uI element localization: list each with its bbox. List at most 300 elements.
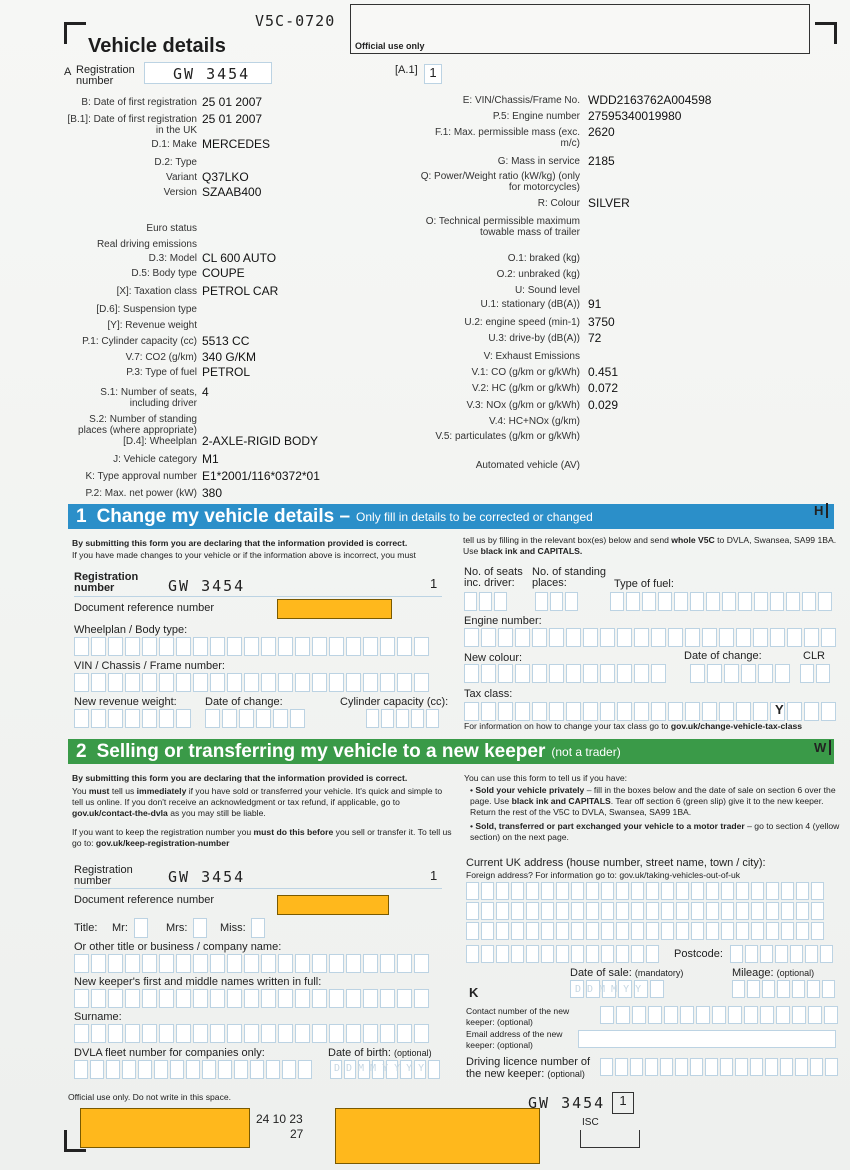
input-box[interactable] [346,989,361,1008]
input-box[interactable] [668,628,683,647]
input-box[interactable] [556,922,569,940]
input-box[interactable] [414,637,429,656]
input-box[interactable] [496,902,509,920]
input-box[interactable] [705,1058,718,1076]
input-box[interactable] [193,673,208,692]
input-box[interactable] [556,902,569,920]
input-box[interactable] [312,989,327,1008]
input-box[interactable] [479,592,492,611]
input-box[interactable] [751,882,764,900]
input-box[interactable] [108,709,123,728]
input-box[interactable] [658,592,672,611]
input-box[interactable] [205,709,220,728]
input-box[interactable] [244,1024,259,1043]
input-box[interactable] [227,673,242,692]
input-box[interactable] [770,592,784,611]
input-box[interactable] [154,1060,168,1079]
input-box[interactable] [600,628,615,647]
input-box[interactable] [821,702,836,721]
input-box[interactable] [668,702,683,721]
input-box[interactable] [600,664,615,683]
input-box[interactable] [650,980,664,998]
input-box[interactable] [193,989,208,1008]
input-box[interactable] [601,945,614,963]
input-box[interactable] [736,702,751,721]
input-box[interactable] [464,664,479,683]
input-box[interactable] [744,1006,758,1024]
input-box[interactable] [565,592,578,611]
input-box[interactable] [346,673,361,692]
input-box[interactable] [796,882,809,900]
input-box[interactable] [690,1058,703,1076]
input-box[interactable] [193,954,208,973]
input-box[interactable] [532,664,547,683]
input-box[interactable] [758,664,773,683]
input-box[interactable] [74,1024,89,1043]
input-box[interactable] [464,592,477,611]
mrs-checkbox[interactable] [193,918,207,938]
input-box[interactable] [227,989,242,1008]
address-row[interactable] [466,882,824,900]
input-box[interactable] [601,902,614,920]
input-box[interactable] [125,673,140,692]
input-box[interactable] [792,980,805,998]
input-box[interactable] [610,592,624,611]
input-box[interactable] [549,628,564,647]
input-box[interactable] [766,882,779,900]
input-box[interactable] [583,702,598,721]
input-box[interactable] [706,922,719,940]
input-box[interactable] [660,1058,673,1076]
first-names-boxes[interactable] [74,989,429,1008]
input-box[interactable] [781,882,794,900]
input-box[interactable] [380,989,395,1008]
input-box[interactable] [824,1006,838,1024]
input-box[interactable] [586,882,599,900]
input-box[interactable] [675,1058,688,1076]
input-box[interactable] [90,1060,104,1079]
input-box[interactable] [273,709,288,728]
input-box[interactable] [159,637,174,656]
input-box[interactable] [218,1060,232,1079]
input-box[interactable] [515,664,530,683]
input-box[interactable] [766,922,779,940]
input-box[interactable] [586,902,599,920]
input-box[interactable] [820,945,833,963]
input-box[interactable] [159,954,174,973]
input-box[interactable] [634,664,649,683]
input-box[interactable] [380,1024,395,1043]
input-box[interactable] [753,628,768,647]
input-box[interactable] [122,1060,136,1079]
input-box[interactable] [295,637,310,656]
input-box[interactable] [278,989,293,1008]
input-box[interactable] [193,1024,208,1043]
input-box[interactable] [721,902,734,920]
input-box[interactable] [549,702,564,721]
input-box[interactable] [466,882,479,900]
input-box[interactable] [722,592,736,611]
input-box[interactable] [515,702,530,721]
input-box[interactable] [651,702,666,721]
input-box[interactable] [786,592,800,611]
input-box[interactable] [747,980,760,998]
input-box[interactable] [511,945,524,963]
input-box[interactable] [329,673,344,692]
input-box[interactable] [329,989,344,1008]
input-box[interactable] [556,882,569,900]
input-box[interactable] [397,673,412,692]
revenue-weight-boxes[interactable] [74,709,191,728]
input-box[interactable] [532,628,547,647]
input-box[interactable] [541,902,554,920]
input-box[interactable] [414,1024,429,1043]
input-box[interactable] [795,1058,808,1076]
standing-boxes[interactable] [535,592,578,611]
input-box[interactable] [329,1024,344,1043]
vin-boxes[interactable] [74,673,429,692]
input-box[interactable] [414,989,429,1008]
input-box[interactable] [176,989,191,1008]
input-box[interactable] [138,1060,152,1079]
input-box[interactable] [108,637,123,656]
input-box[interactable] [796,922,809,940]
colour-boxes[interactable] [464,664,666,683]
input-box[interactable] [295,673,310,692]
postcode-boxes[interactable] [730,945,833,963]
input-box[interactable] [380,954,395,973]
input-box[interactable] [571,922,584,940]
input-box[interactable] [261,637,276,656]
input-box[interactable] [91,954,106,973]
input-box[interactable] [571,882,584,900]
input-box[interactable] [481,922,494,940]
input-box[interactable] [616,1006,630,1024]
input-box[interactable] [278,673,293,692]
input-box[interactable] [466,945,479,963]
input-box[interactable] [142,989,157,1008]
input-box[interactable] [266,1060,280,1079]
input-box[interactable] [363,1024,378,1043]
input-box[interactable] [541,945,554,963]
input-box[interactable] [646,945,659,963]
input-box[interactable] [736,902,749,920]
contact-boxes[interactable] [600,1006,838,1024]
input-box[interactable] [800,664,814,683]
input-box[interactable] [397,637,412,656]
input-box[interactable] [125,954,140,973]
input-box[interactable] [571,945,584,963]
input-box[interactable] [720,1058,733,1076]
input-box[interactable] [125,1024,140,1043]
input-box[interactable] [816,664,830,683]
input-box[interactable] [312,673,327,692]
input-box[interactable] [721,922,734,940]
input-box[interactable] [244,673,259,692]
input-box[interactable] [642,592,656,611]
input-box[interactable] [810,1058,823,1076]
input-box[interactable] [754,592,768,611]
input-box[interactable] [616,945,629,963]
input-box[interactable] [811,882,824,900]
input-box[interactable] [170,1060,184,1079]
input-box[interactable] [751,902,764,920]
input-box[interactable] [526,945,539,963]
input-box[interactable] [295,954,310,973]
input-box[interactable] [751,922,764,940]
input-box[interactable] [802,592,816,611]
input-box[interactable] [481,902,494,920]
cylinder-boxes[interactable] [366,709,439,728]
input-box[interactable] [498,702,513,721]
input-box[interactable] [498,628,513,647]
input-box[interactable] [312,1024,327,1043]
input-box[interactable] [397,954,412,973]
input-box[interactable] [818,592,832,611]
input-box[interactable] [515,628,530,647]
input-box[interactable] [707,664,722,683]
input-box[interactable] [411,709,424,728]
input-box[interactable] [108,989,123,1008]
input-box[interactable] [496,922,509,940]
input-box[interactable] [227,954,242,973]
input-box[interactable] [634,628,649,647]
input-box[interactable] [125,709,140,728]
input-box[interactable] [586,945,599,963]
input-box[interactable] [329,954,344,973]
input-box[interactable] [630,1058,643,1076]
input-box[interactable] [615,1058,628,1076]
input-box[interactable] [74,673,89,692]
input-box[interactable] [186,1060,200,1079]
input-box[interactable] [250,1060,264,1079]
input-box[interactable] [550,592,563,611]
input-box[interactable] [74,637,89,656]
input-box[interactable] [142,1024,157,1043]
input-box[interactable] [777,980,790,998]
input-box[interactable] [261,673,276,692]
input-box[interactable] [741,664,756,683]
input-box[interactable] [526,922,539,940]
input-box[interactable] [108,1024,123,1043]
input-box[interactable] [381,709,394,728]
input-box[interactable] [617,664,632,683]
input-box[interactable] [261,989,276,1008]
input-box[interactable] [106,1060,120,1079]
input-box[interactable] [210,673,225,692]
input-box[interactable] [159,1024,174,1043]
input-box[interactable] [706,592,720,611]
input-box[interactable] [804,628,819,647]
input-box[interactable] [91,709,106,728]
input-box[interactable] [690,592,704,611]
input-box[interactable] [278,954,293,973]
input-box[interactable] [159,673,174,692]
input-box[interactable] [159,989,174,1008]
input-box[interactable] [651,628,666,647]
input-box[interactable] [735,1058,748,1076]
input-box[interactable] [91,989,106,1008]
input-box[interactable] [176,709,191,728]
input-box[interactable] [762,980,775,998]
date-change-boxes[interactable] [205,709,305,728]
input-box[interactable] [685,702,700,721]
input-box[interactable] [732,980,745,998]
seats-boxes[interactable] [464,592,507,611]
input-box[interactable] [780,1058,793,1076]
mileage-boxes[interactable] [732,980,835,998]
input-box[interactable] [464,628,479,647]
input-box[interactable] [74,709,89,728]
input-box[interactable] [176,1024,191,1043]
address-row[interactable] [466,902,824,920]
input-box[interactable] [601,882,614,900]
input-box[interactable] [566,664,581,683]
input-box[interactable] [498,664,513,683]
input-box[interactable] [736,882,749,900]
input-box[interactable] [811,902,824,920]
input-box[interactable] [380,637,395,656]
input-box[interactable] [676,902,689,920]
input-box[interactable] [481,628,496,647]
input-box[interactable] [617,628,632,647]
input-box[interactable] [210,1024,225,1043]
input-box[interactable] [808,1006,822,1024]
input-box[interactable] [108,673,123,692]
input-box[interactable] [278,1024,293,1043]
input-box[interactable] [234,1060,248,1079]
input-box[interactable] [481,702,496,721]
wheelplan-boxes[interactable] [74,637,429,656]
input-box[interactable] [661,882,674,900]
input-box[interactable] [719,628,734,647]
input-box[interactable] [626,592,640,611]
input-box[interactable] [125,989,140,1008]
surname-boxes[interactable] [74,1024,429,1043]
input-box[interactable] [380,673,395,692]
input-box[interactable] [346,954,361,973]
input-box[interactable] [706,902,719,920]
input-box[interactable] [256,709,271,728]
input-box[interactable] [631,882,644,900]
address-row[interactable] [466,922,824,940]
input-box[interactable] [691,882,704,900]
input-box[interactable] [496,882,509,900]
input-box[interactable] [239,709,254,728]
input-box[interactable] [396,709,409,728]
input-box[interactable] [616,922,629,940]
input-box[interactable] [796,902,809,920]
input-box[interactable] [511,902,524,920]
input-box[interactable] [466,922,479,940]
input-box[interactable] [363,954,378,973]
input-box[interactable] [781,922,794,940]
input-box[interactable] [822,980,835,998]
input-box[interactable] [244,954,259,973]
input-box[interactable] [634,702,649,721]
input-box[interactable] [142,673,157,692]
input-box[interactable] [91,1024,106,1043]
input-box[interactable] [282,1060,296,1079]
input-box[interactable] [691,922,704,940]
input-box[interactable] [736,628,751,647]
input-box[interactable] [329,637,344,656]
input-box[interactable] [261,954,276,973]
input-box[interactable] [511,922,524,940]
input-box[interactable] [631,945,644,963]
input-box[interactable] [730,945,743,963]
input-box[interactable] [600,1058,613,1076]
input-box[interactable] [760,945,773,963]
input-box[interactable] [298,1060,312,1079]
input-box[interactable] [702,702,717,721]
input-box[interactable] [685,628,700,647]
input-box[interactable] [210,637,225,656]
input-box[interactable] [397,1024,412,1043]
input-box[interactable] [601,922,614,940]
input-box[interactable] [674,592,688,611]
input-box[interactable] [494,592,507,611]
input-box[interactable] [781,902,794,920]
input-box[interactable] [108,954,123,973]
input-box[interactable] [776,1006,790,1024]
input-box[interactable] [227,1024,242,1043]
input-box[interactable] [176,637,191,656]
input-box[interactable] [787,702,802,721]
input-box[interactable] [691,902,704,920]
input-box[interactable] [571,902,584,920]
input-box[interactable] [719,702,734,721]
input-box[interactable] [363,989,378,1008]
input-box[interactable] [74,954,89,973]
input-box[interactable] [159,709,174,728]
input-box[interactable] [632,1006,646,1024]
input-box[interactable] [664,1006,678,1024]
input-box[interactable] [261,1024,276,1043]
input-box[interactable] [702,628,717,647]
input-box[interactable] [583,664,598,683]
input-box[interactable] [278,637,293,656]
fleet-boxes[interactable] [74,1060,312,1079]
clr-boxes[interactable] [800,664,830,683]
input-box[interactable] [91,637,106,656]
input-box[interactable] [532,702,547,721]
input-box[interactable] [661,922,674,940]
input-box[interactable] [804,702,819,721]
input-box[interactable] [541,922,554,940]
input-box[interactable] [646,922,659,940]
input-box[interactable] [787,628,802,647]
input-box[interactable] [676,882,689,900]
input-box[interactable] [244,637,259,656]
input-box[interactable] [728,1006,742,1024]
input-box[interactable] [724,664,739,683]
input-box[interactable] [805,945,818,963]
input-box[interactable] [176,954,191,973]
input-box[interactable] [295,1024,310,1043]
input-box[interactable] [125,637,140,656]
input-box[interactable] [91,673,106,692]
input-box[interactable] [210,989,225,1008]
input-box[interactable] [481,664,496,683]
input-box[interactable] [766,902,779,920]
input-box[interactable] [690,664,705,683]
engine-boxes[interactable] [464,628,836,647]
input-box[interactable] [600,702,615,721]
input-box[interactable] [363,637,378,656]
p2-link[interactable]: gov.uk/keep-registration-number [95,838,230,848]
input-box[interactable] [363,673,378,692]
